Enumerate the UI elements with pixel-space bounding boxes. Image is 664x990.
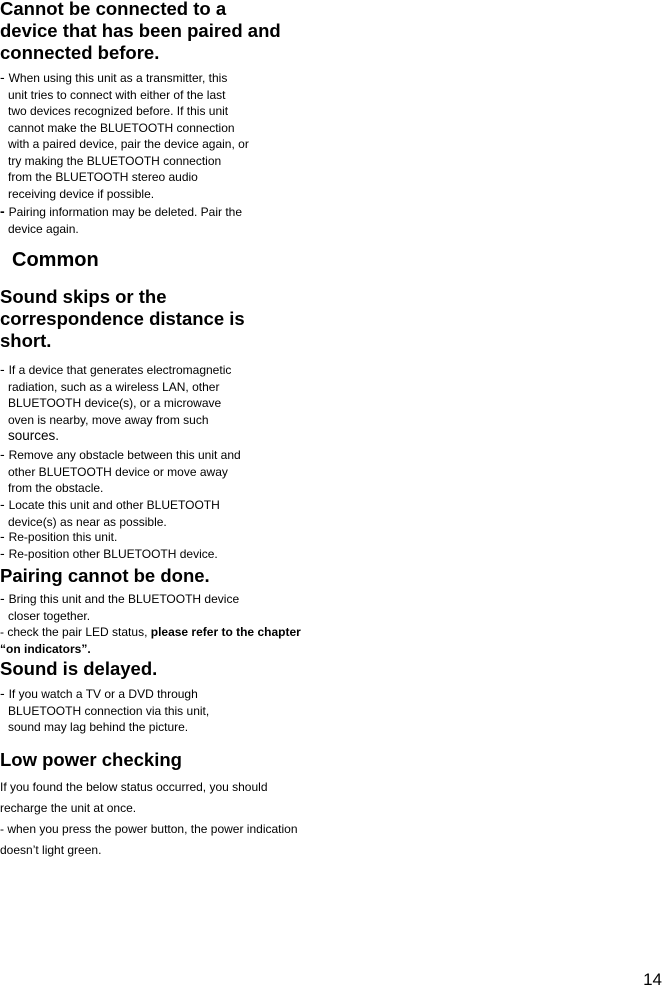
troubleshoot-bullet: - If you watch a TV or a DVD through BLUETOOTH connection via this unit, sound may lag behind the picture.: [0, 685, 210, 734]
heading-low-power: Low power checking: [0, 749, 182, 770]
troubleshoot-bullet: - Bring this unit and the BLUETOOTH device closer together.: [0, 590, 240, 623]
common-heading: Common: [12, 249, 99, 271]
heading-sound-skips: Sound skips or the correspondence distance is short.: [0, 286, 245, 351]
low-power-line: doesn’t light green.: [0, 843, 102, 857]
heading-pairing: Pairing cannot be done.: [0, 565, 210, 586]
troubleshoot-bullet: - Remove any obstacle between this unit and other BLUETOOTH device or move away from the obstacle.: [0, 446, 241, 495]
page-number: 14: [643, 970, 662, 989]
heading-sound-delayed: Sound is delayed.: [0, 658, 158, 679]
troubleshoot-bullet: - Pairing information may be deleted. Pair the device again.: [0, 203, 243, 236]
troubleshoot-bullet: - Locate this unit and other BLUETOOTH device(s) as near as possible.: [0, 496, 220, 529]
low-power-line: recharge the unit at once.: [0, 801, 137, 815]
led-status-note: - check the pair LED status, please refer to the chapter “on indicators”.: [0, 625, 301, 656]
low-power-line: If you found the below status occurred, you should: [0, 780, 268, 794]
heading-cannot-connect: Cannot be connected to a device that has been paired and connected before.: [0, 0, 281, 63]
troubleshoot-bullet: - Re-position this unit.: [0, 528, 118, 544]
troubleshoot-bullet: - Re-position other BLUETOOTH device.: [0, 545, 218, 561]
troubleshoot-bullet: - If a device that generates electromagnetic radiation, such as a wireless LAN, other BLUETOOTH device(s), or a microwave oven is nearby, move away from such sources.: [0, 361, 232, 443]
troubleshoot-bullet: - When using this unit as a transmitter, this unit tries to connect with either of the last two devices recognized before. If this unit cannot make the BLUETOOTH connection with a paired device, pair the device again, or try making the BLUETOOTH connection from the BLUETOOTH stereo audio receiving device if possible.: [0, 69, 249, 201]
low-power-line: - when you press the power button, the power indication: [0, 822, 298, 836]
